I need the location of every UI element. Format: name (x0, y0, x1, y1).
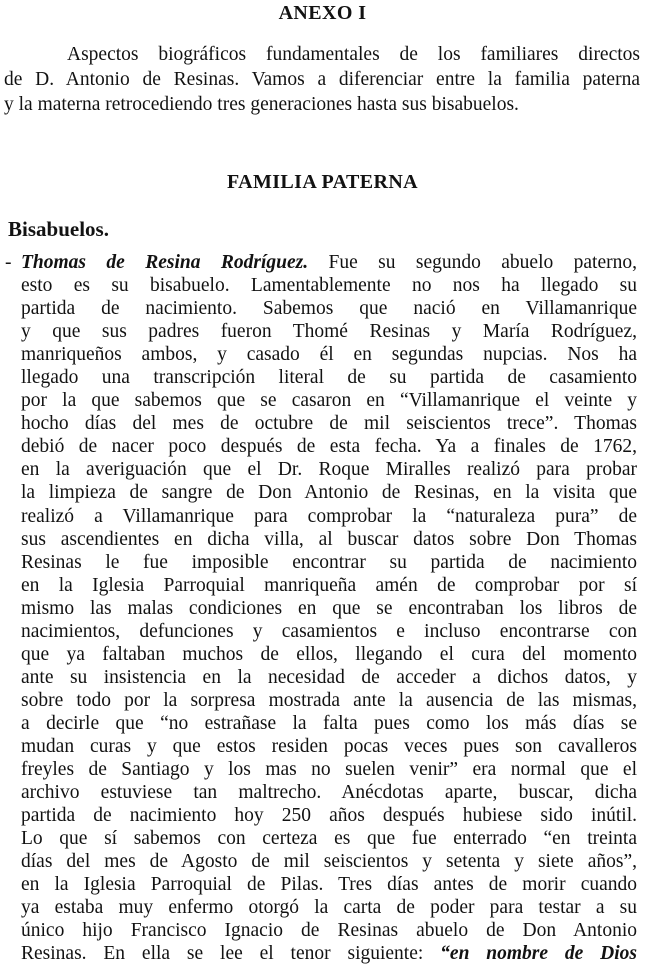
text-line: sobre todo por la sorpresa mostrada ante la ausencia de las mismas, (21, 689, 637, 711)
text-line: ante su insistencia en la necesidad de acceder a dichos datos, y (21, 666, 637, 688)
entry-paragraph (21, 251, 637, 965)
text-line: Lo que sí sabemos con certeza es que fue enterrado “en treinta (21, 828, 637, 850)
text-line: que ya faltaban muchos de ellos, llegando el cura del momento (21, 643, 637, 665)
section-heading-familia-paterna: FAMILIA PATERNA (227, 171, 418, 193)
text-line: en la Iglesia Parroquial de Pilas. Tres días antes de morir cuando (21, 874, 637, 896)
text-line: freyles de Santiago y los mas no suelen venir” era normal que el (21, 759, 637, 781)
text-line: mudan curas y que estos residen pocas veces pues son cavalleros (21, 735, 637, 757)
text-line: la limpieza de sangre de Don Antonio de Resinas, en la visita que (21, 482, 637, 504)
text-line: en la Iglesia Parroquial manriqueña amén de comprobar por sí (21, 574, 637, 596)
text-line: nacimientos, defunciones y casamientos e incluso encontrarse con (21, 620, 637, 642)
text-line: manriqueños ambos, y casado él en segundas nupcias. Nos ha (21, 344, 637, 366)
text-line (21, 251, 637, 274)
text-line: realizó a Villamanrique para comprobar la “naturaleza pura” de (21, 505, 637, 527)
text-line: llegado una transcripción literal de su partida de casamiento (21, 367, 637, 389)
text-line: en la averiguación que el Dr. Roque Miralles realizó para probar (21, 459, 637, 481)
text-line: partida de nacimiento hoy 250 años después hubiese sido inútil. (21, 805, 637, 827)
text-line: debió de nacer poco después de esta fecha. Ya a finales de 1762, (21, 436, 637, 458)
text-line (21, 942, 637, 965)
text-line: de D. Antonio de Resinas. Vamos a diferenciar entre la familia paterna (4, 69, 640, 90)
text-line: mismo las malas condiciones en que se encontraban los libros de (21, 597, 637, 619)
text-line: a decirle que “no estrañase la falta pues como los más días se (21, 712, 637, 734)
text-segment: Fue su segundo abuelo paterno, (308, 252, 637, 273)
text-line: ya estaba muy enfermo otorgó la carta de poder para testar a su (21, 897, 637, 919)
text-line: Aspectos biográficos fundamentales de los familiares directos (67, 44, 640, 65)
text-line: días del mes de Agosto de mil seiscientos y setenta y siete años”, (21, 851, 637, 873)
text-line: y la materna retrocediendo tres generaciones hasta sus bisabuelos. (4, 94, 519, 115)
list-bullet: - (5, 252, 12, 273)
entry-thomas-de-resina (5, 251, 637, 965)
intro-paragraph (4, 42, 640, 117)
text-line: único hijo Francisco Ignacio de Resinas abuelo de Don Antonio (21, 920, 637, 942)
text-segment: Resinas. En ella se lee el tenor siguiente: (21, 943, 441, 965)
text-line: Resinas le fue imposible encontrar su partida de nacimiento (21, 551, 637, 573)
subsection-heading-bisabuelos: Bisabuelos. (8, 217, 109, 241)
text-line: y que sus padres fueron Thomé Resinas y María Rodríguez, (21, 321, 637, 343)
emphasized-text: Thomas de Resina Rodríguez. (21, 252, 309, 273)
text-line: partida de nacimiento. Sabemos que nació en Villamanrique (21, 298, 637, 320)
emphasized-text: “en nombre de Dios (440, 943, 638, 965)
page-title: ANEXO I (278, 2, 367, 24)
text-line: sus ascendientes en dicha villa, al buscar datos sobre Don Thomas (21, 528, 637, 550)
text-line: esto es su bisabuelo. Lamentablemente no nos ha llegado su (21, 275, 637, 297)
text-line: archivo estuviese tan maltrecho. Anécdotas aparte, buscar, dicha (21, 782, 637, 804)
text-line: hocho días del mes de octubre de mil seiscientos trece”. Thomas (21, 413, 637, 435)
text-line: por la que sabemos que se casaron en “Villamanrique el veinte y (21, 390, 637, 412)
